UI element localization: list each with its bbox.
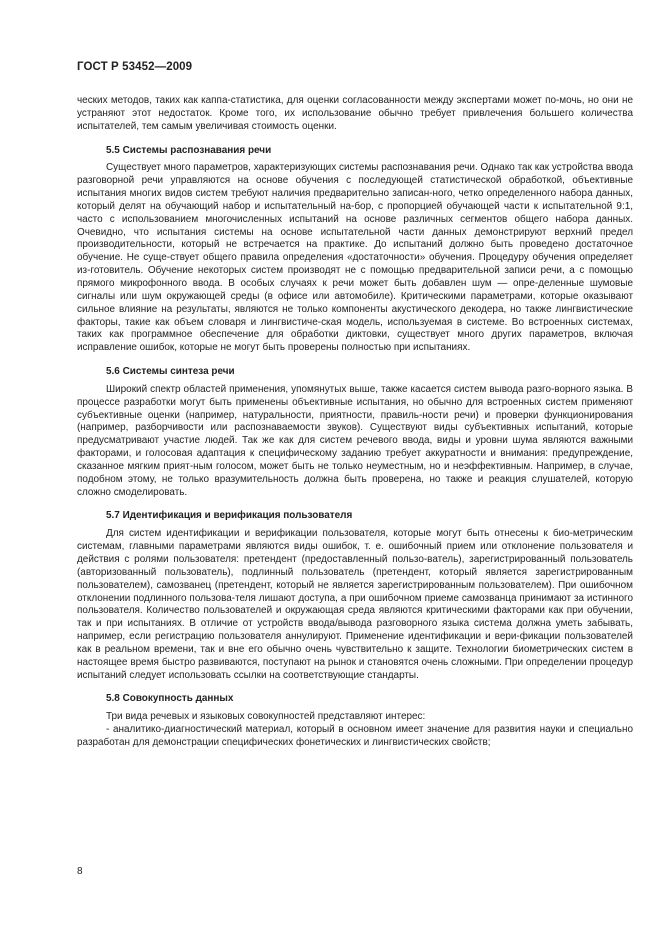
document-header: ГОСТ Р 53452—2009 xyxy=(77,61,193,73)
section-5-5-paragraph: Существует много параметров, характеризующих системы распознавания речи. Однако так как устройства ввода разговорной речи управляются на основе обучения с последующей статистической обработкой, объективные испытания многих видов систем требуют наличия предварительно записан-ного, четко определенного набора данных, который делят на обучающий набор и испытательный на-бор, с пропорцией обучающей части к испытательной 9:1, часто с использованием многочисленных испытаний на основе различных сегментов общего набора данных. Очевидно, что испытания системы на основе испытательной части данных демонстрируют верхний предел производительности, который не встречается на практике. До испытаний должно быть проведено достаточное обучение. Не суще-ствует общего правила определения «достаточности» обучения. Процедуру обучения определяет из-готовитель. Обучение некоторых систем производят не с помощью предварительной записи речи, а с помощью прямого микрофонного ввода. В особых случаях к речи может быть добавлен шум — опре-деленные шумовые сигналы или шум окружающей среды (в офисе или автомобиле). Критическими параметрами, которые оказывают сильное влияние на результаты, являются не только компоненты акустического декодера, но также лингвистические факторы, такие как объем словаря и лингвистиче-ская модель, используемая в системе. Во встроенных системах, таких как программное обеспечение для обработки диктовки, существует много других параметров, включая исправление ошибок, которые не могут быть проверены полностью при испытаниях. xyxy=(77,162,633,354)
section-5-6-paragraph: Широкий спектр областей применения, упомянутых выше, также касается систем вывода разго-ворного языка. В процессе разработки могут быть применены объективные испытания, но обычно для встроенных систем применяют субъективные оценки (например, натуральности, приятности, правиль-ности речи) и проверки функционирования (например, разборчивости или распознаваемости звуков). Существуют виды субъективных испытаний, которые предусматривают участие людей. Так же как для систем речевого ввода, виды и уровни шума являются важными факторами, и голосовая адаптация к специфическому заданию требует аккуратности и внимания: предупреждение, сказанное мягким прият-ным голосом, может быть не только неуместным, но и неэффективным. Например, в случае, подобном этому, не только вразумительность должна быть проверена, но также и реакция слушателей, которую сложно смоделировать. xyxy=(77,383,633,498)
intro-paragraph: ческих методов, таких как каппа-статистика, для оценки согласованности между экспертами может по-мочь, но они не устраняют этот недостаток. Кроме того, их использование обычно требует привлечения большего количества испытателей, тем самым увеличивая стоимость оценки. xyxy=(77,95,633,132)
section-5-8-paragraph-1: Три вида речевых и языковых совокупностей представляют интерес: xyxy=(106,711,426,723)
section-5-7-paragraph: Для систем идентификации и верификации пользователя, которые могут быть отнесены к био-метрическим системам, главными параметрами являются виды ошибок, т. е. ошибочный прием или отклонение пользователя и действия с ролями пользователя: претендент (предоставленный пользо-ватель), зарегистрированный пользователь (авторизованный пользователь), подлинный пользователь (претендент, который является зарегистрированным пользователем), самозванец (претендент, который не является зарегистрированным пользователем). При ошибочном отклонении подлинного пользова-теля лишают доступа, а при ошибочном приеме самозванца принимают за истинного пользователя. Количество пользователей и окружающая среда являются критическими факторами как при обучении, так и при испытаниях. В отличие от устройств ввода/вывода разговорного языка система должна уметь забывать, например, если регистрацию пользователя аннулируют. Применение идентификации и вери-фикации пользователей как в реальном времени, так и вне его обычно очень чувствительно к защите. Технологии биометрических систем в настоящее время быстро развиваются, поступают на рынок и становятся очень сложными. При определении процедур испытаний следует использовать ссылки на соответствующие стандарты. xyxy=(77,528,633,681)
section-heading-5-6: 5.6 Системы синтеза речи xyxy=(106,366,235,378)
section-heading-5-5: 5.5 Системы распознавания речи xyxy=(106,144,272,156)
section-heading-5-7: 5.7 Идентификация и верификация пользователя xyxy=(106,510,353,522)
section-heading-5-8: 5.8 Совокупность данных xyxy=(106,693,234,705)
document-body xyxy=(77,95,633,750)
section-5-8-list-item: - аналитико-диагностический материал, который в основном имеет значение для развития науки и специально разработан для демонстрации специфических фонетических и лингвистических свойств; xyxy=(77,724,633,748)
page-number: 8 xyxy=(77,866,83,877)
